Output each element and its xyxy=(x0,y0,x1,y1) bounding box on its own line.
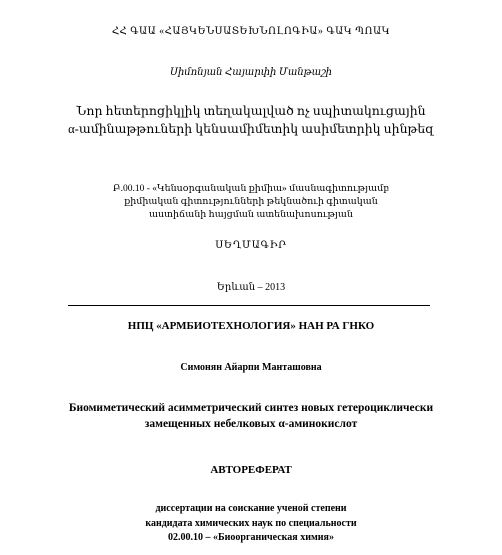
russian-dissertation-line-1: диссертации на соискание ученой степени xyxy=(155,503,347,514)
russian-dissertation-line-3: 02.00.10 – «Биоорганическая химия» xyxy=(168,532,334,543)
armenian-title-line-1: Նոր հետերոցիկլիկ տեղակալված ոչ սպիտակուցային xyxy=(76,104,426,118)
armenian-author-name: Սիմոնյան Հայարփի Մանթաշի xyxy=(169,67,333,78)
armenian-specialty-line-1: Բ.00.10 - «Կենսօրգանական քիմիա» մասնագիտությամբ xyxy=(112,184,390,194)
armenian-institution-header: ՀՀ ԳԱԱ «ՀԱՅԿԵՆՍԱՏԵԽՆՈԼՈԳԻԱ» ԳԱԿ ՊՈԱԿ xyxy=(111,26,391,37)
russian-abstract-label: АВТОРЕФЕРАТ xyxy=(210,464,292,476)
armenian-title-line-2: α-ամինաթթուների կենսամիմետիկ ասիմետրիկ սինթեզ xyxy=(68,122,434,136)
russian-institution-header: НПЦ «АРМБИОТЕХНОЛОГИЯ» НАН РА ГНКО xyxy=(127,320,375,332)
russian-author-name: Симонян Айарпи Манташовна xyxy=(180,362,322,373)
armenian-abstract-label: ՍԵՂՄԱԳԻՐ xyxy=(215,240,287,251)
russian-dissertation-line-2: кандидата химических наук по специальности xyxy=(145,518,357,529)
armenian-city-year: Երևան – 2013 xyxy=(216,282,286,293)
section-divider xyxy=(68,305,430,306)
armenian-specialty-line-2: քիմիական գիտությունների թեկնածուի գիտական xyxy=(124,197,378,207)
armenian-specialty-line-3: աստիճանի հայցման ատենախոսության xyxy=(149,210,353,220)
russian-title-line-1: Биомиметический асимметрический синтез новых гетероциклически xyxy=(68,402,434,414)
russian-title-line-2: замещенных небелковых α-аминокислот xyxy=(144,418,358,430)
